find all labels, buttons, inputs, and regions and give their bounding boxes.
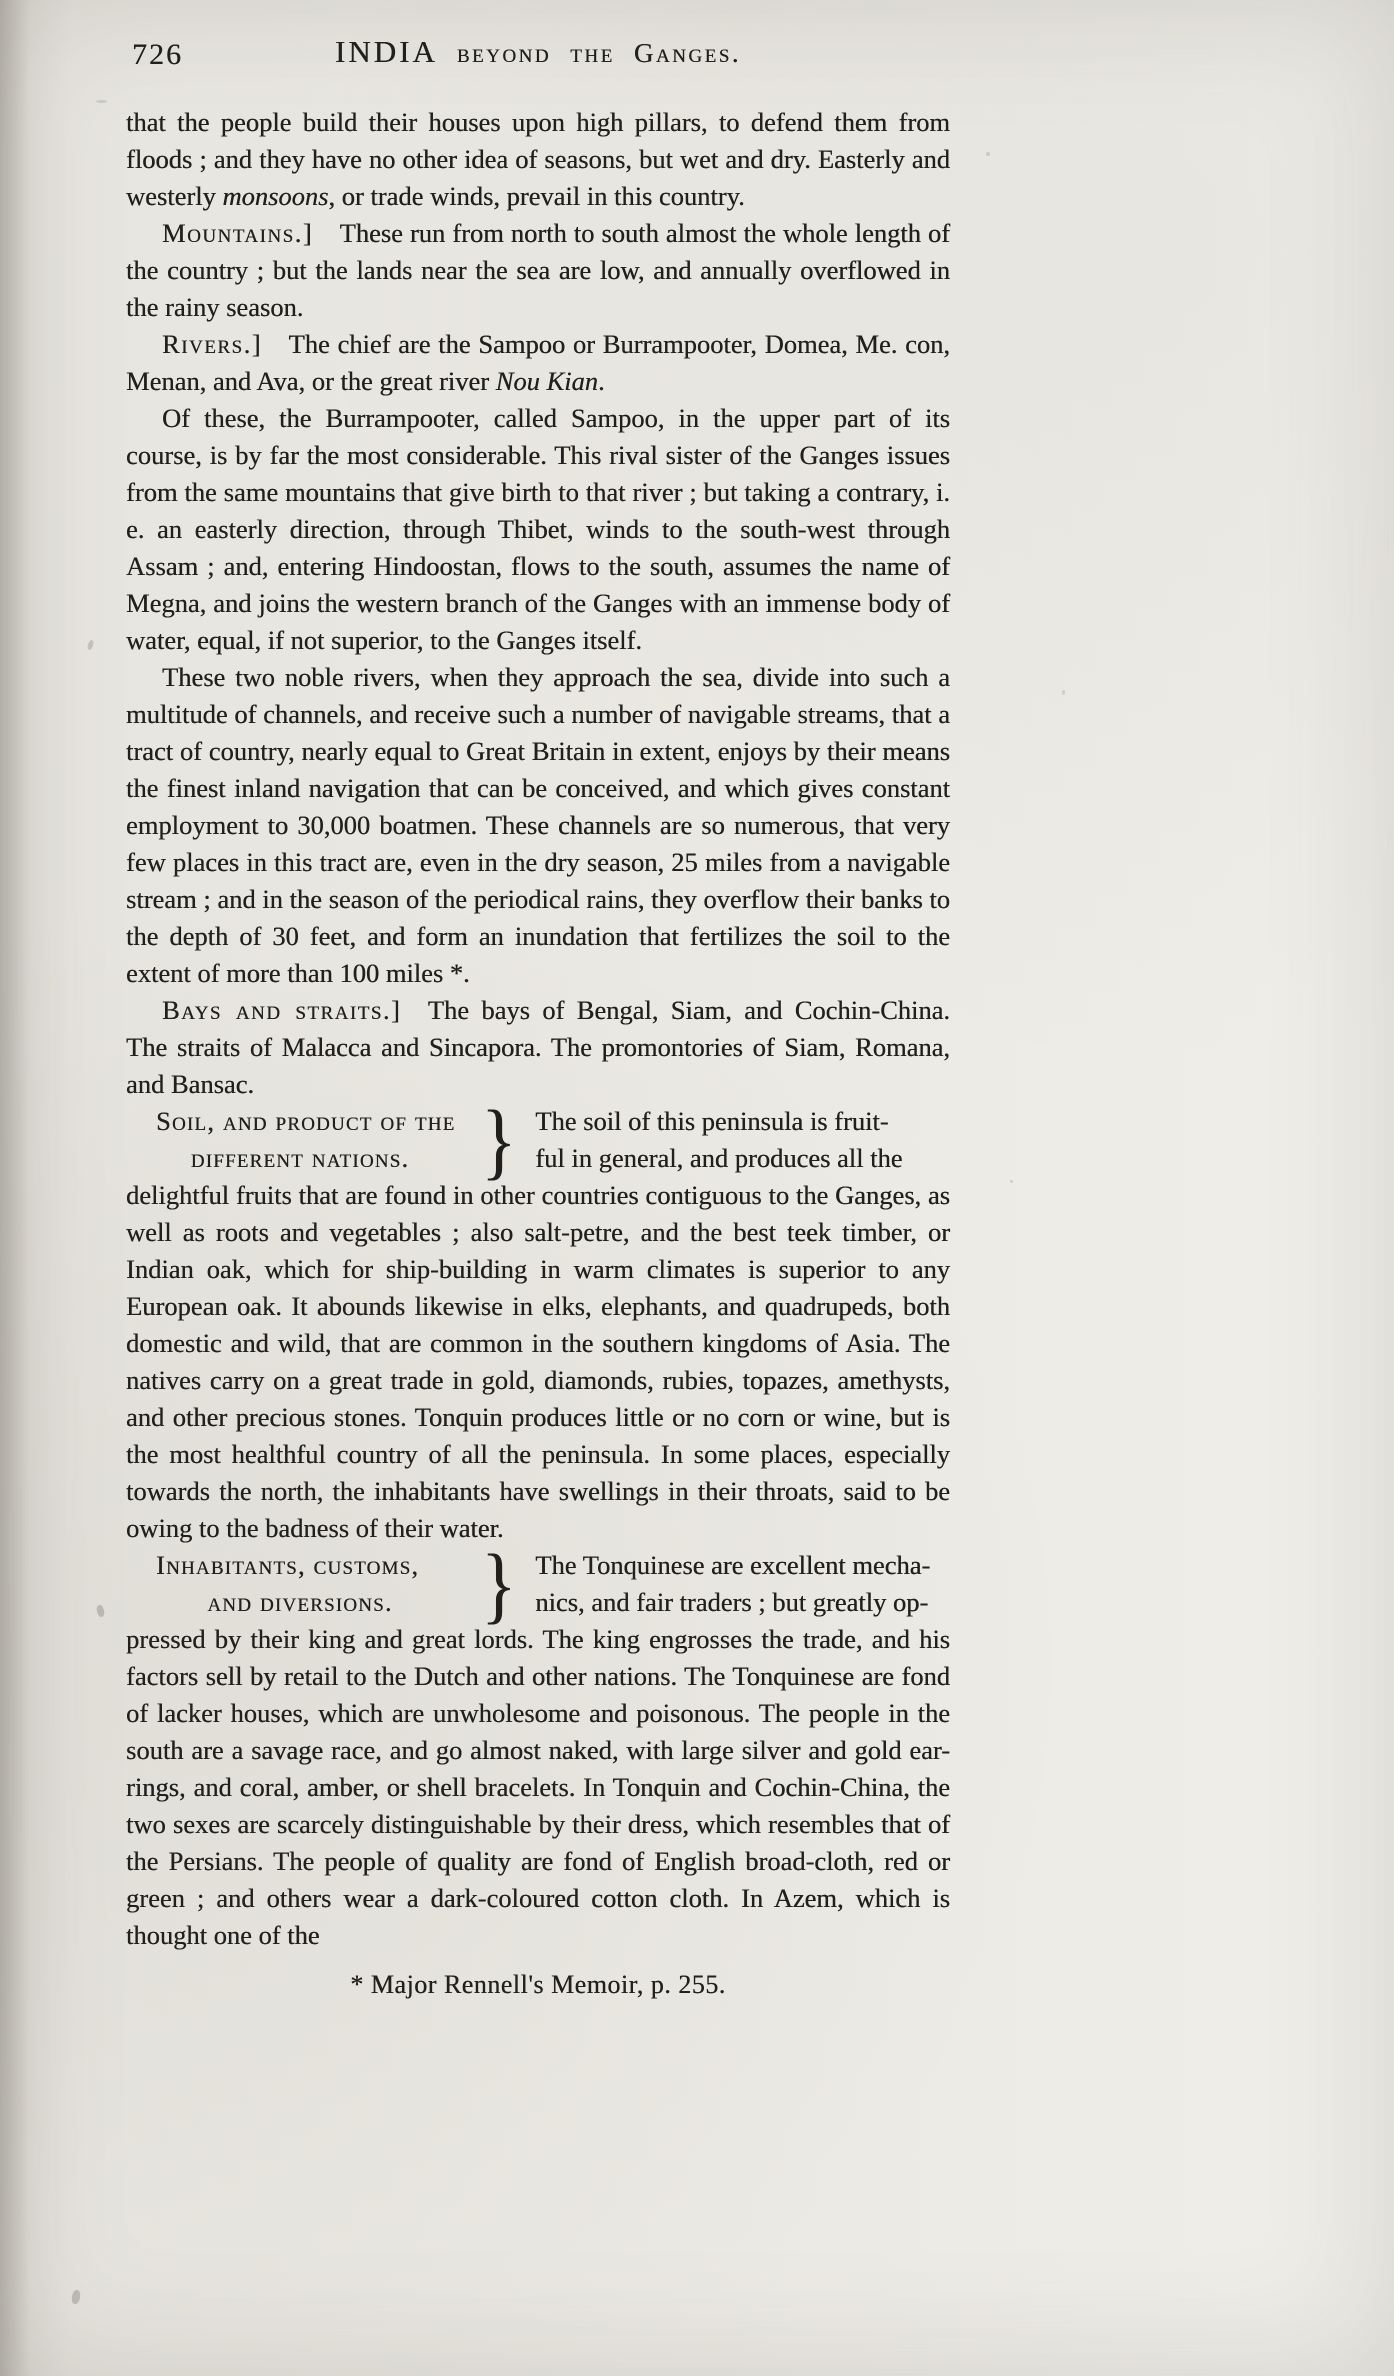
text-block	[126, 30, 950, 2000]
page-header	[126, 30, 950, 80]
heading-labels	[126, 1103, 474, 1177]
heading-label: different nations.	[190, 1143, 410, 1173]
text-line: ful in general, and produces all the	[535, 1143, 903, 1173]
text-line: The Tonquinese are excellent mecha-	[535, 1550, 931, 1580]
text-line: The soil of this peninsula is fruit-	[535, 1106, 889, 1136]
paragraph-continuation: that the people build their houses upon high pillars, to defend them from floods ; and they have no other idea of seasons, but wet and dry. Easterly and westerly monsoons, or trade winds, prevail in this country.	[126, 107, 950, 211]
paragraph-soil-product	[126, 1092, 950, 1547]
scan-mark	[1010, 1180, 1013, 1183]
running-title: INDIA beyond the Ganges.	[334, 34, 742, 69]
heading-label: Inhabitants, customs,	[156, 1550, 420, 1580]
text-line: nics, and fair traders ; but greatly op-	[535, 1587, 929, 1617]
paragraph-inhabitants-customs	[126, 1536, 950, 1954]
heading-label: and diversions.	[207, 1587, 393, 1617]
heading-text-lines	[523, 1547, 950, 1621]
scan-mark	[87, 639, 95, 650]
paragraph-text: pressed by their king and great lords. The king engrosses the trade, and his factors sell by retail to the Dutch and other nations. The Tonquinese are fond of lacker houses, which are unwholesome and poisonous. The people in the south are a savage race, and go almost naked, with large silver and gold ear-rings, and coral, amber, or shell bracelets. In Tonquin and Cochin-China, the two sexes are scarcely distinguishable by their dress, which resembles that of the Persians. The people of quality are fond of English broad-cloth, red or green ; and others wear a dark-coloured cotton cloth. In Azem, which is thought one of the	[126, 1624, 950, 1950]
heading-label: Soil, and product of the	[156, 1106, 456, 1136]
brace-glyph: }	[481, 1092, 517, 1188]
heading-text-lines	[523, 1103, 950, 1177]
paragraph-noble-rivers: These two noble rivers, when they approach the sea, divide into such a multitude of channels, and receive such a number of navigable streams, that a tract of country, nearly equal to Great Britain in extent, enjoys by their means the finest inland navigation that can be conceived, and which gives constant employment to 30,000 boatmen. These channels are so numerous, that very few places in this tract are, even in the dry season, 25 miles from a navigable stream ; and in the season of the periodical rains, they overflow their banks to the depth of 30 feet, and form an inundation that fertilizes the soil to the extent of more than 100 miles *.	[126, 662, 950, 988]
paragraph-rivers: Rivers.] The chief are the Sampoo or Burrampooter, Domea, Me. con, Menan, and Ava, or the great river Nou Kian.	[126, 329, 950, 396]
paragraph-bays-straits: Bays and straits.] The bays of Bengal, Siam, and Cochin-China. The straits of Malacca and Sincapora. The promontories of Siam, Romana, and Bansac.	[126, 995, 950, 1099]
footnote: * Major Rennell's Memoir, p. 255.	[350, 1970, 726, 1999]
scan-mark	[1062, 690, 1065, 695]
section-heading-inhabitants	[126, 1536, 950, 1632]
paragraph-mountains: Mountains.] These run from north to south almost the whole length of the country ; but the lands near the sea are low, and annually overflowed in the rainy season.	[126, 218, 950, 322]
scan-mark	[96, 1604, 106, 1617]
page-body	[126, 104, 950, 1954]
heading-labels	[126, 1547, 474, 1621]
scan-mark	[71, 2289, 81, 2304]
section-heading-soil	[126, 1092, 950, 1188]
page-number: 726	[132, 38, 183, 71]
scan-mark	[96, 100, 107, 103]
brace-glyph: }	[481, 1536, 517, 1632]
paragraph-burrampooter: Of these, the Burrampooter, called Sampoo, in the upper part of its course, is by far the most considerable. This rival sister of the Ganges issues from the same mountains that give birth to that river ; but taking a contrary, i. e. an easterly direction, through Thibet, winds to the south-west through Assam ; and, entering Hindoostan, flows to the south, assumes the name of Megna, and joins the western branch of the Ganges with an immense body of water, equal, if not superior, to the Ganges itself.	[126, 403, 950, 655]
paragraph-text: delightful fruits that are found in other countries contiguous to the Ganges, as well as roots and vegetables ; also salt-petre, and the best teek timber, or Indian oak, which for ship-building in warm climates is superior to any European oak. It abounds likewise in elks, elephants, and quadrupeds, both domestic and wild, that are common in the southern kingdoms of Asia. The natives carry on a great trade in gold, diamonds, rubies, topazes, amethysts, and other precious stones. Tonquin produces little or no corn or wine, but is the most healthful country of all the peninsula. In some places, especially towards the north, the inhabitants have swellings in their throats, said to be owing to the badness of their water.	[126, 1180, 950, 1543]
scan-mark	[986, 152, 990, 156]
